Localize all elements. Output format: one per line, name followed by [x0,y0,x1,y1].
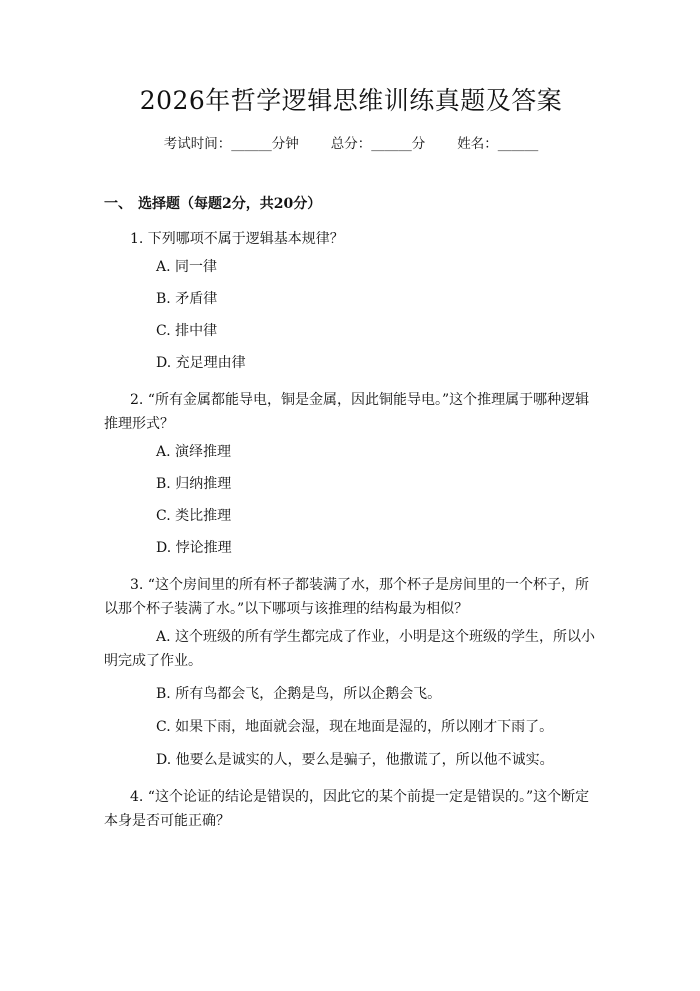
section-heading-choice [104,194,598,214]
exam-time-field: 考试时间：______分钟 [163,136,299,152]
option-c: C. 如果下雨，地面就会湿，现在地面是湿的，所以刚才下雨了。 [156,719,554,735]
option-c: C. 类比推理 [156,508,232,524]
question-4 [104,785,598,833]
option-b: B. 归纳推理 [156,476,232,492]
question-stem: 4. “这个论证的结论是错误的，因此它的某个前提一定是错误的。”这个断定本身是否可能正确？ [104,789,590,829]
question-1 [104,227,598,375]
section-title: 选择题（每题2分，共20分） [138,196,322,212]
option-b: B. 所有鸟都会飞，企鹅是鸟，所以企鹅会飞。 [156,686,442,702]
option-c: C. 排中律 [156,323,218,339]
question-2 [104,388,598,560]
question-stem: 3. “这个房间里的所有杯子都装满了水，那个杯子是房间里的一个杯子，所以那个杯子装满了水。”以下哪项与该推理的结构最为相似？ [104,577,589,617]
exam-page [0,86,700,991]
exam-meta [104,134,598,154]
question-stem: 1. 下列哪项不属于逻辑基本规律？ [130,231,344,247]
option-a: A. 同一律 [156,259,218,275]
option-b: B. 矛盾律 [156,291,218,307]
question-stem: 2. “所有金属都能导电，铜是金属，因此铜能导电。”这个推理属于哪种逻辑推理形式？ [104,392,590,432]
total-score-field: 总分：______分 [330,136,426,152]
option-list [104,255,598,375]
option-d: D. 悖论推理 [156,540,232,556]
option-a: A. 这个班级的所有学生都完成了作业，小明是这个班级的学生，所以小明完成了作业。 [104,629,596,669]
exam-title: 2026年哲学逻辑思维训练真题及答案 [139,86,563,115]
option-list [104,625,598,772]
question-3 [104,573,598,772]
option-d: D. 他要么是诚实的人，要么是骗子，他撒谎了，所以他不诚实。 [156,752,554,768]
section-number: 一、 [104,196,132,212]
option-list [104,440,598,560]
option-d: D. 充足理由律 [156,355,246,371]
option-a: A. 演绎推理 [156,444,232,460]
student-name-field: 姓名：______ [457,136,539,152]
